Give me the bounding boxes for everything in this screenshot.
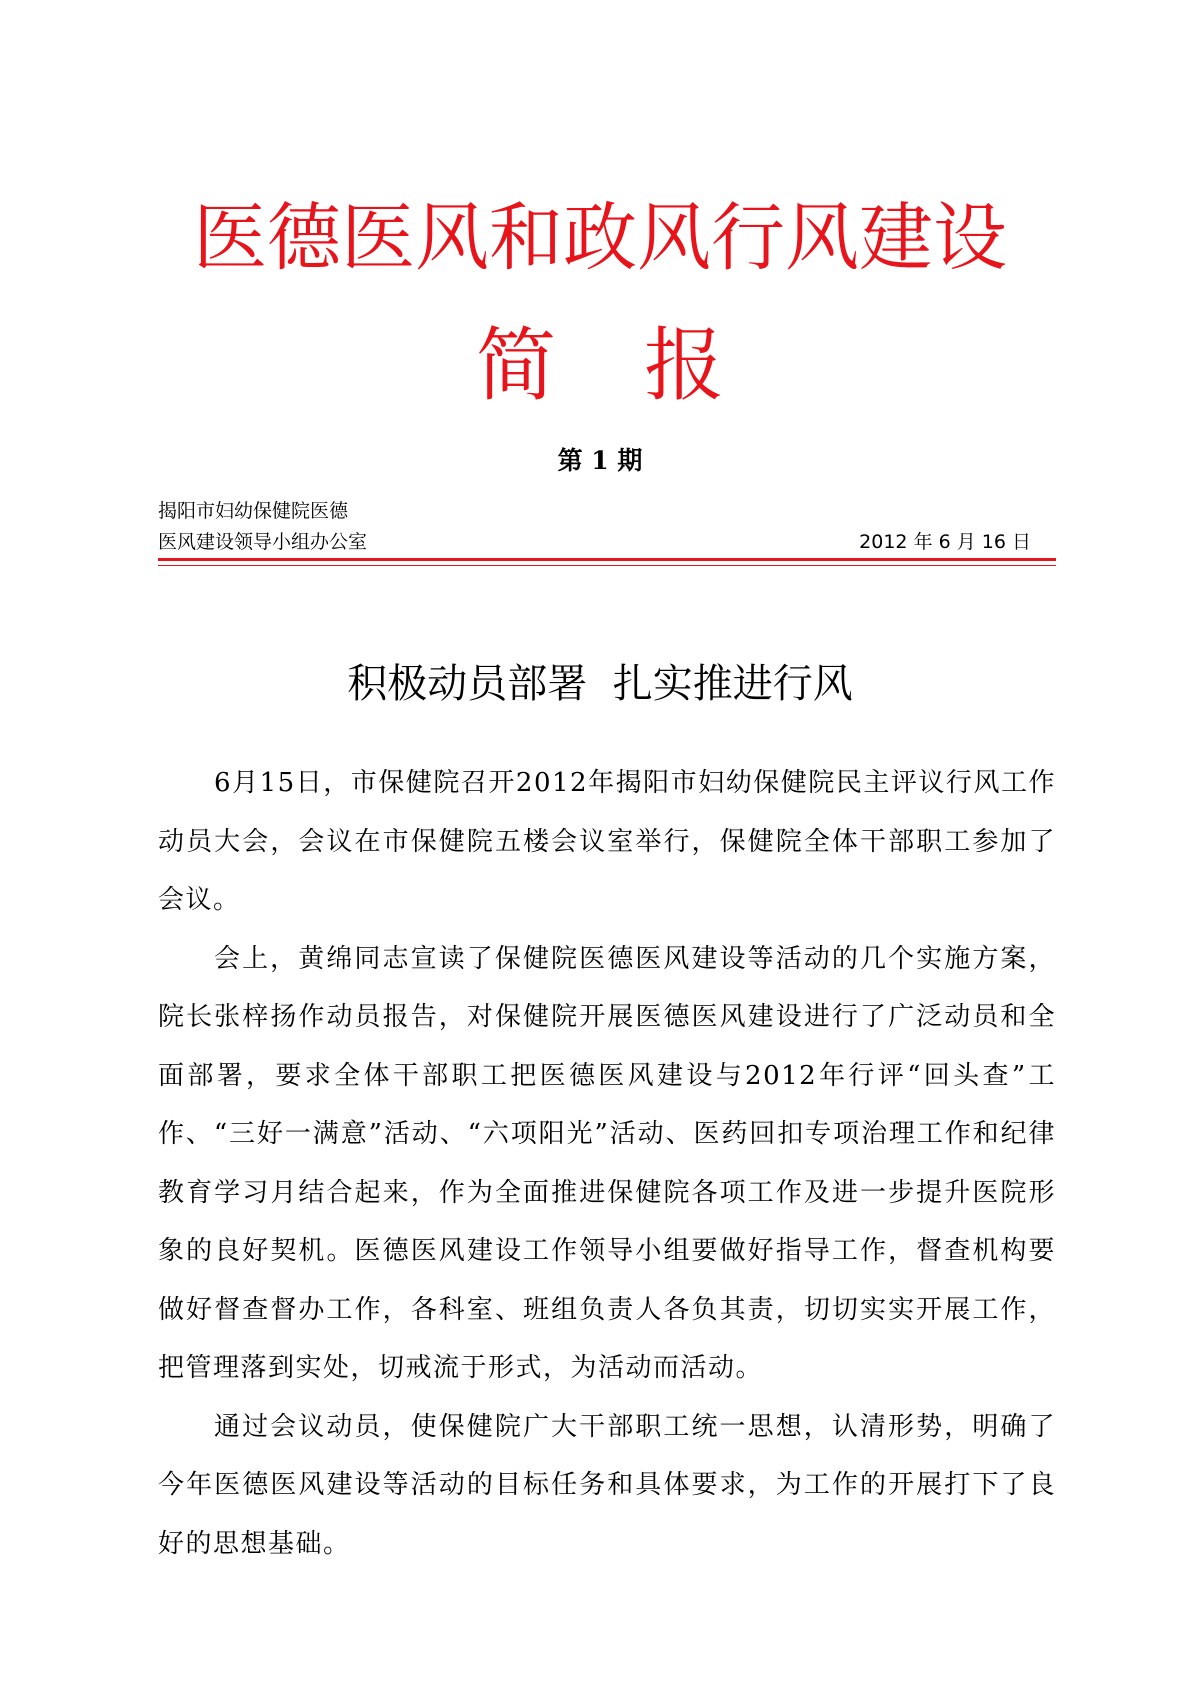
article-paragraph: 会上，黄绵同志宣读了保健院医德医风建设等活动的几个实施方案，院长张梓扬作动员报告，对保健院开展医德医风建设进行了广泛动员和全面部署，要求全体干部职工把医德医风建设与2012年行评“回头查”工作、“三好一满意”活动、“六项阳光”活动、医药回扣专项治理工作和纪律教育学习月结合起来，作为全面推进保健院各项工作及进一步提升医院形象的良好契机。医德医风建设工作领导小组要做好指导工作，督查机构要做好督查督办工作，各科室、班组负责人各负其责，切切实实开展工作，把管理落到实处，切戒流于形式，为活动而活动。 xyxy=(158,943,1056,1383)
issue-number: 第 1 期 xyxy=(557,446,643,475)
issuer-line-2: 医风建设领导小组办公室 xyxy=(158,531,368,553)
article-paragraph: 通过会议动员，使保健院广大干部职工统一思想，认清形势，明确了今年医德医风建设等活动的目标任务和具体要求，为工作的开展打下了良好的思想基础。 xyxy=(158,1411,1056,1559)
article-headline: 积极动员部署 扎实推进行风 xyxy=(347,661,853,707)
issue-date: 2012 年 6 月 16 日 xyxy=(859,531,1031,553)
masthead-divider-thin xyxy=(158,565,1056,566)
article-paragraph: 6月15日，市保健院召开2012年揭阳市妇幼保健院民主评议行风工作动员大会，会议在市保健院五楼会议室举行，保健院全体干部职工参加了会议。 xyxy=(158,768,1056,915)
masthead-divider-thick xyxy=(158,558,1056,561)
article-body xyxy=(158,754,1056,1573)
issuer-line-1: 揭阳市妇幼保健院医德 xyxy=(158,500,349,522)
masthead-title: 医德医风和政风行风建设 xyxy=(193,195,1007,281)
issuer-block xyxy=(158,496,367,558)
masthead-subtitle: 简报 xyxy=(476,319,812,412)
